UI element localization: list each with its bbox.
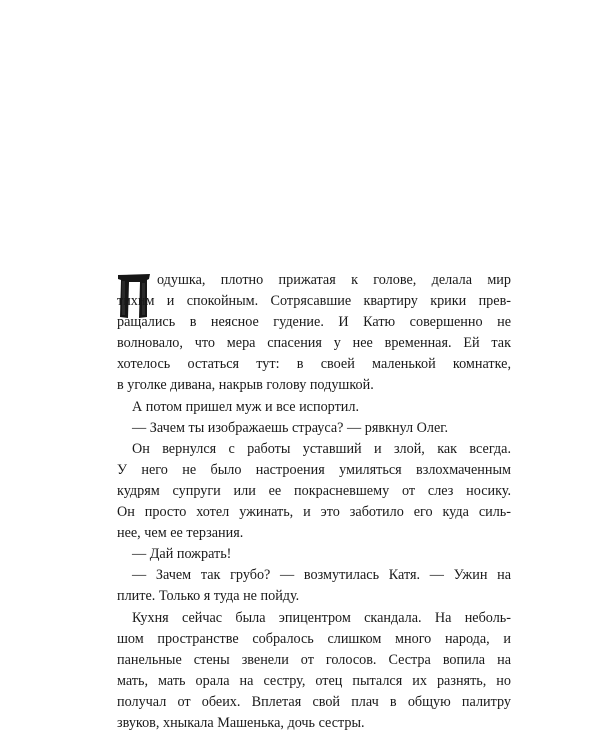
dialogue-line: — Зачем ты изображаешь страуса? — рявкнул Олег.: [132, 419, 449, 436]
text-line: звуков, хныкала Машенька, дочь сестры.: [117, 714, 365, 731]
text-line: тихим и спокойным. Сотрясавшие квартиру крики прев-: [117, 293, 511, 310]
text-line: в уголке дивана, накрыв голову подушкой.: [117, 377, 374, 394]
text-line: Он просто хотел ужинать, и это заботило его куда силь-: [117, 504, 511, 521]
text-line: плите. Только я туда не пойду.: [117, 588, 300, 605]
dialogue-line: — Зачем так грубо? — возмутилась Катя. — Ужин на: [132, 567, 511, 584]
text-line: А потом пришел муж и все испортил.: [132, 398, 359, 415]
text-line: мать, мать орала на сестру, отец пытался их разнять, но: [117, 672, 511, 689]
text-line: Кухня сейчас была эпицентром скандала. На неболь-: [132, 609, 511, 626]
text-line: хотелось остаться тут: в своей маленькой комнатке,: [117, 356, 511, 373]
text-line: шом пространстве собралось слишком много народа, и: [117, 630, 511, 647]
text-line: нее, чем ее терзания.: [117, 525, 244, 542]
text-line: волновало, что мера спасения у нее временная. Ей так: [117, 335, 511, 352]
text-line: панельные стены звенели от голосов. Сестра вопила на: [117, 651, 511, 668]
text-line: одушка, плотно прижатая к голове, делала мир: [157, 272, 511, 288]
body-text: [117, 270, 511, 734]
text-line: получал от обеих. Вплетая свой плач в общую палитру: [117, 693, 511, 710]
dialogue-line: — Дай пожрать!: [132, 546, 232, 563]
text-line: Он вернулся с работы уставший и злой, как всегда.: [132, 440, 511, 457]
text-line: ращались в неясное гудение. И Катю совершенно не: [117, 314, 511, 331]
text-line: У него не было настроения умиляться взлохмаченным: [117, 461, 511, 478]
text-line: кудрям супруги или ее покрасневшему от слез носику.: [117, 482, 511, 499]
